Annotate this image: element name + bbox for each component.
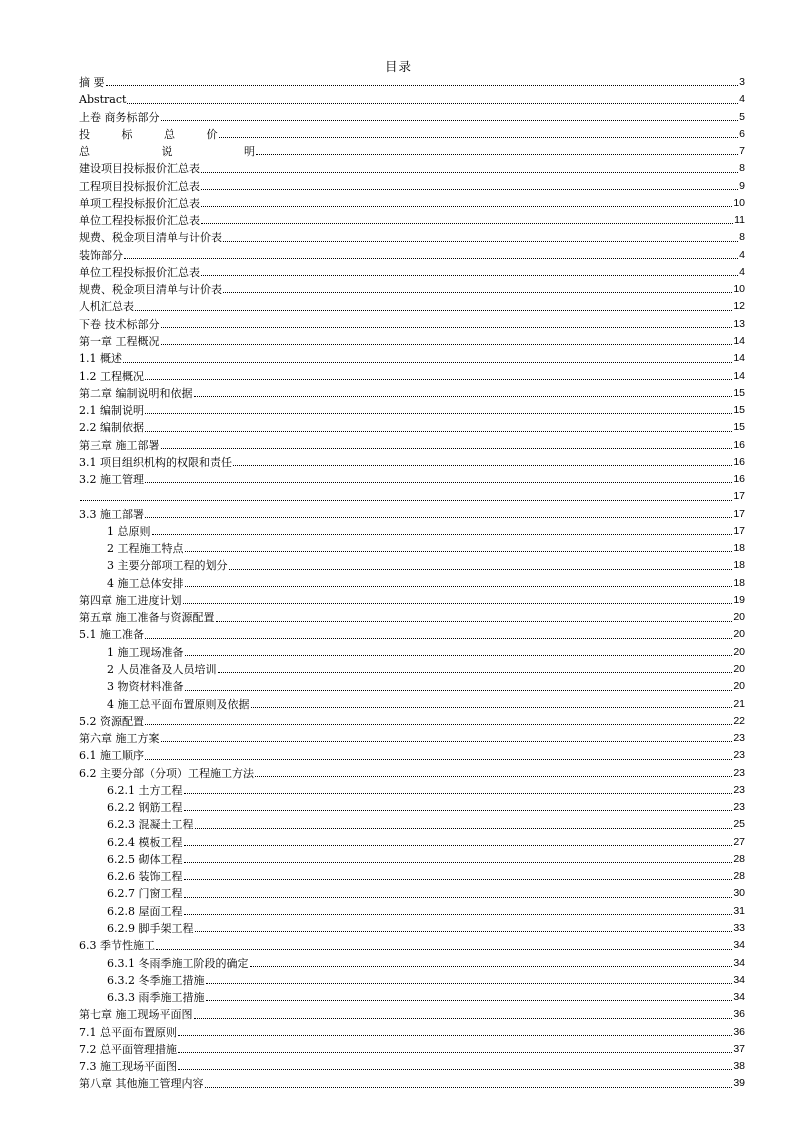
toc-entry-label: 7.1 总平面布置原则 bbox=[79, 1025, 177, 1039]
dot-leader bbox=[201, 264, 738, 281]
dot-leader bbox=[184, 851, 733, 868]
toc-entry-label: 5.2 资源配置 bbox=[79, 714, 144, 728]
toc-entry-page: 20 bbox=[733, 628, 745, 641]
dot-leader bbox=[185, 644, 733, 661]
dot-leader bbox=[218, 661, 733, 678]
toc-entry[interactable] bbox=[79, 316, 745, 333]
toc-entry-page: 14 bbox=[733, 352, 745, 365]
toc-entry-page: 36 bbox=[733, 1025, 745, 1038]
toc-entry-page: 34 bbox=[733, 956, 745, 969]
toc-entry[interactable] bbox=[79, 333, 745, 350]
toc-entry-label: 3.3 施工部署 bbox=[79, 507, 144, 521]
dot-leader bbox=[205, 1075, 733, 1092]
dot-leader bbox=[184, 799, 733, 816]
dot-leader bbox=[161, 109, 739, 126]
toc-entry-page: 16 bbox=[733, 438, 745, 451]
toc-entry[interactable] bbox=[79, 575, 745, 592]
toc-entry[interactable] bbox=[79, 91, 745, 108]
toc-entry[interactable] bbox=[79, 298, 745, 315]
toc-entry-page: 12 bbox=[733, 300, 745, 313]
toc-entry[interactable] bbox=[79, 644, 745, 661]
toc-entry-label: 7.3 施工现场平面图 bbox=[79, 1060, 177, 1074]
toc-entry-page: 6 bbox=[739, 127, 745, 140]
toc-entry[interactable] bbox=[79, 989, 745, 1006]
toc-entry[interactable] bbox=[79, 851, 745, 868]
dot-leader bbox=[206, 972, 733, 989]
toc-entry[interactable] bbox=[79, 368, 745, 385]
toc-entry-page: 36 bbox=[733, 1008, 745, 1021]
toc-entry[interactable] bbox=[79, 937, 745, 954]
dot-leader bbox=[185, 540, 733, 557]
toc-entry[interactable] bbox=[79, 264, 745, 281]
dot-leader bbox=[233, 454, 732, 471]
dot-leader bbox=[178, 1041, 732, 1058]
toc-entry-label: 上卷 商务标部分 bbox=[79, 110, 160, 124]
dot-leader bbox=[201, 195, 732, 212]
toc-entry-label: 6.2.1 土方工程 bbox=[107, 783, 183, 797]
toc-entry-label: 6.3.1 冬雨季施工阶段的确定 bbox=[107, 956, 249, 970]
toc-entry[interactable] bbox=[79, 1006, 745, 1023]
dot-leader bbox=[219, 126, 739, 143]
toc-entry-label: 第六章 施工方案 bbox=[79, 732, 160, 746]
dot-leader bbox=[145, 419, 732, 436]
dot-leader bbox=[184, 903, 733, 920]
dot-leader bbox=[185, 678, 733, 695]
toc-entry-page: 18 bbox=[733, 542, 745, 555]
toc-entry[interactable] bbox=[79, 247, 745, 264]
dot-leader bbox=[145, 627, 732, 644]
dot-leader bbox=[184, 868, 733, 885]
toc-entry[interactable] bbox=[79, 557, 745, 574]
toc-entry-label: 单项工程投标报价汇总表 bbox=[79, 196, 200, 210]
toc-entry-page: 8 bbox=[739, 162, 745, 175]
toc-entry-page: 28 bbox=[733, 852, 745, 865]
dot-leader bbox=[152, 523, 733, 540]
toc-entry-label: 5.1 施工准备 bbox=[79, 628, 144, 642]
toc-entry-page: 15 bbox=[733, 386, 745, 399]
dot-leader bbox=[106, 74, 739, 91]
dot-leader bbox=[216, 609, 733, 626]
toc-entry-label: 2 工程施工特点 bbox=[107, 542, 184, 556]
dot-leader bbox=[201, 160, 738, 177]
dot-leader bbox=[223, 281, 732, 298]
toc-entry-page: 22 bbox=[733, 714, 745, 727]
toc-entry-label: 6.1 施工顺序 bbox=[79, 749, 144, 763]
toc-entry-label: 2.2 编制依据 bbox=[79, 421, 144, 435]
toc-entry-page: 10 bbox=[733, 196, 745, 209]
dot-leader bbox=[206, 989, 733, 1006]
toc-entry-page: 14 bbox=[733, 369, 745, 382]
toc-entry[interactable] bbox=[79, 506, 745, 523]
toc-entry-label: 规费、税金项目清单与计价表 bbox=[79, 231, 222, 245]
dot-leader bbox=[184, 885, 733, 902]
toc-entry[interactable] bbox=[79, 885, 745, 902]
toc-entry-label: 3.2 施工管理 bbox=[79, 473, 144, 487]
toc-entry-page: 27 bbox=[733, 835, 745, 848]
toc-entry[interactable] bbox=[79, 212, 745, 229]
toc-entry[interactable] bbox=[79, 627, 745, 644]
toc-entry[interactable] bbox=[79, 747, 745, 764]
dot-leader bbox=[201, 178, 738, 195]
toc-title: 目录 bbox=[384, 59, 412, 74]
dot-leader bbox=[145, 402, 732, 419]
toc-entry-label: 6.2.7 门窗工程 bbox=[107, 887, 183, 901]
toc-entry-label: 6.2.4 模板工程 bbox=[107, 835, 183, 849]
toc-entry-label: 人机汇总表 bbox=[79, 300, 134, 314]
dot-leader bbox=[195, 920, 733, 937]
toc-entry[interactable] bbox=[79, 523, 745, 540]
dot-leader bbox=[161, 730, 733, 747]
toc-entry-page: 18 bbox=[733, 559, 745, 572]
toc-entry-page: 21 bbox=[733, 697, 745, 710]
toc-entry[interactable] bbox=[79, 454, 745, 471]
toc-entry[interactable] bbox=[79, 678, 745, 695]
toc-entry-page: 23 bbox=[733, 766, 745, 779]
toc-entry[interactable] bbox=[79, 765, 745, 782]
dot-leader bbox=[194, 1006, 733, 1023]
toc-entry-label: Abstract bbox=[79, 93, 127, 107]
dot-leader bbox=[124, 247, 738, 264]
toc-entry[interactable] bbox=[79, 868, 745, 885]
toc-entry-page: 34 bbox=[733, 939, 745, 952]
toc-entry-page: 4 bbox=[739, 265, 745, 278]
toc-entry-page: 13 bbox=[733, 317, 745, 330]
toc-entry-label: 建设项目投标报价汇总表 bbox=[79, 162, 200, 176]
toc-entry-page: 9 bbox=[739, 179, 745, 192]
dot-leader bbox=[229, 557, 733, 574]
toc-entry-page: 23 bbox=[733, 783, 745, 796]
toc-entry-page: 5 bbox=[739, 110, 745, 123]
toc-entry-page: 18 bbox=[733, 576, 745, 589]
dot-leader bbox=[223, 229, 738, 246]
toc-entry-page: 39 bbox=[733, 1077, 745, 1090]
dot-leader bbox=[178, 1058, 732, 1075]
toc-entry-page: 31 bbox=[733, 904, 745, 917]
toc-entry[interactable] bbox=[79, 402, 745, 419]
toc-entry[interactable] bbox=[79, 229, 745, 246]
toc-entry-label: 投 标 总 价 bbox=[79, 127, 218, 141]
toc-entry-page: 23 bbox=[733, 732, 745, 745]
toc-entry-page: 7 bbox=[739, 145, 745, 158]
toc-entry-label: 6.2.6 装饰工程 bbox=[107, 870, 183, 884]
dot-leader bbox=[135, 298, 732, 315]
toc-entry[interactable] bbox=[79, 972, 745, 989]
dot-leader bbox=[255, 765, 732, 782]
toc-entry-label: 6.2 主要分部（分项）工程施工方法 bbox=[79, 766, 254, 780]
toc-entry[interactable] bbox=[79, 782, 745, 799]
toc-entry-label: 单位工程投标报价汇总表 bbox=[79, 214, 200, 228]
toc-entry[interactable] bbox=[79, 540, 745, 557]
dot-leader bbox=[183, 592, 733, 609]
dot-leader bbox=[184, 834, 733, 851]
toc-entry-page: 33 bbox=[733, 922, 745, 934]
dot-leader bbox=[184, 782, 733, 799]
toc-entry-label: 4 施工总体安排 bbox=[107, 576, 184, 590]
toc-entry-label: 6.2.9 脚手架工程 bbox=[107, 922, 194, 935]
dot-leader bbox=[185, 575, 733, 592]
toc-entry[interactable] bbox=[79, 488, 745, 505]
toc-entry-page: 20 bbox=[733, 611, 745, 624]
toc-entry-label: 6.3.2 冬季施工措施 bbox=[107, 973, 205, 987]
toc-entry-label: 装饰部分 bbox=[79, 248, 123, 262]
toc-entry[interactable] bbox=[79, 1075, 745, 1092]
toc-entry-label: 3 物资材料准备 bbox=[107, 680, 184, 694]
toc-entry-page: 14 bbox=[733, 334, 745, 347]
dot-leader bbox=[145, 471, 732, 488]
toc-entry[interactable] bbox=[79, 799, 745, 816]
toc-entry-page: 37 bbox=[733, 1042, 745, 1055]
toc-entry-page: 11 bbox=[734, 214, 745, 227]
toc-entry-page: 19 bbox=[733, 593, 745, 606]
toc-entry[interactable] bbox=[79, 178, 745, 195]
toc-entry[interactable] bbox=[79, 1024, 745, 1041]
dot-leader bbox=[161, 333, 733, 350]
toc-entry-page: 34 bbox=[733, 991, 745, 1004]
toc-entry-label: 第一章 工程概况 bbox=[79, 334, 160, 348]
toc-entry[interactable] bbox=[79, 834, 745, 851]
toc-entry[interactable] bbox=[79, 816, 745, 833]
toc-entry-label: 第四章 施工进度计划 bbox=[79, 593, 182, 607]
dot-leader bbox=[145, 713, 732, 730]
toc-entry-label: 1.1 概述 bbox=[79, 352, 122, 366]
toc-entry-label: 第八章 其他施工管理内容 bbox=[79, 1077, 204, 1091]
toc-entry[interactable] bbox=[79, 713, 745, 730]
toc-entry-page: 17 bbox=[733, 507, 745, 520]
toc-entry-label: 第二章 编制说明和依据 bbox=[79, 386, 193, 400]
toc-entry-label: 3 主要分部项工程的划分 bbox=[107, 559, 228, 573]
toc-entry-label: 6.2.8 屋面工程 bbox=[107, 904, 183, 918]
dot-leader bbox=[145, 747, 732, 764]
dot-leader bbox=[145, 506, 732, 523]
toc-entry-page: 16 bbox=[733, 455, 745, 468]
dot-leader bbox=[194, 385, 733, 402]
dot-leader bbox=[156, 937, 732, 954]
toc-entry-label: 6.2.3 混凝土工程 bbox=[107, 818, 194, 832]
toc-entry[interactable] bbox=[79, 350, 745, 367]
toc-entry-page: 20 bbox=[733, 680, 745, 693]
toc-entry-page: 15 bbox=[733, 404, 745, 417]
toc-entry[interactable] bbox=[79, 437, 745, 454]
toc-entry-label: 规费、税金项目清单与计价表 bbox=[79, 283, 222, 297]
toc-entry[interactable] bbox=[79, 730, 745, 747]
toc-entry-label: 摘 要 bbox=[79, 75, 105, 89]
toc-entry-page: 23 bbox=[733, 749, 745, 762]
toc-entry-label: 下卷 技术标部分 bbox=[79, 317, 160, 331]
toc-entry[interactable] bbox=[79, 126, 745, 143]
dot-leader bbox=[195, 816, 733, 833]
toc-entry[interactable] bbox=[79, 955, 745, 972]
toc-entry-page: 16 bbox=[733, 473, 745, 486]
toc-entry-label: 6.2.5 砌体工程 bbox=[107, 852, 183, 866]
dot-leader bbox=[178, 1024, 732, 1041]
toc-entry-page: 4 bbox=[739, 93, 745, 106]
toc-entry[interactable] bbox=[79, 143, 745, 160]
toc-entry-page: 38 bbox=[733, 1060, 745, 1073]
toc-entry-page: 34 bbox=[733, 973, 745, 986]
dot-leader bbox=[80, 488, 732, 505]
toc-entry-page: 4 bbox=[739, 248, 745, 261]
toc-entry[interactable] bbox=[79, 1058, 745, 1075]
toc-entry[interactable] bbox=[79, 160, 745, 177]
toc-entry-label: 1.2 工程概况 bbox=[79, 369, 144, 383]
toc-entry-page: 23 bbox=[733, 801, 745, 814]
toc-entry[interactable] bbox=[79, 903, 745, 920]
dot-leader bbox=[250, 955, 733, 972]
toc-entry[interactable] bbox=[79, 471, 745, 488]
toc-entry[interactable] bbox=[79, 592, 745, 609]
dot-leader bbox=[161, 437, 733, 454]
toc-entry-label: 3.1 项目组织机构的权限和责任 bbox=[79, 455, 232, 469]
toc-entry[interactable] bbox=[79, 920, 745, 937]
table-of-contents bbox=[79, 74, 745, 1093]
toc-entry-label: 第七章 施工现场平面图 bbox=[79, 1008, 193, 1022]
toc-entry-label: 2 人员准备及人员培训 bbox=[107, 663, 217, 677]
toc-entry[interactable] bbox=[79, 661, 745, 678]
toc-entry[interactable] bbox=[79, 1041, 745, 1058]
toc-entry[interactable] bbox=[79, 195, 745, 212]
toc-entry[interactable] bbox=[79, 419, 745, 436]
dot-leader bbox=[145, 368, 732, 385]
toc-entry-label: 总 说 明 bbox=[79, 145, 255, 159]
toc-entry-label: 6.3.3 雨季施工措施 bbox=[107, 991, 205, 1005]
toc-entry-page: 17 bbox=[733, 524, 745, 537]
toc-entry-page: 20 bbox=[733, 663, 745, 676]
toc-entry-page: 10 bbox=[733, 283, 745, 296]
toc-entry-page: 8 bbox=[739, 231, 745, 244]
toc-entry-label: 7.2 总平面管理措施 bbox=[79, 1042, 177, 1056]
toc-entry[interactable] bbox=[79, 109, 745, 126]
toc-entry-label: 4 施工总平面布置原则及依据 bbox=[107, 697, 250, 711]
dot-leader bbox=[201, 212, 733, 229]
toc-entry-label: 2.1 编制说明 bbox=[79, 404, 144, 418]
dot-leader bbox=[256, 143, 738, 160]
toc-entry-page: 3 bbox=[739, 75, 745, 88]
toc-entry-label: 6.2.2 钢筋工程 bbox=[107, 801, 183, 815]
toc-entry[interactable] bbox=[79, 609, 745, 626]
toc-entry-label: 6.3 季节性施工 bbox=[79, 939, 155, 953]
toc-entry-label: 1 总原则 bbox=[107, 524, 151, 538]
toc-entry-page: 30 bbox=[733, 887, 745, 900]
toc-entry-label: 第三章 施工部署 bbox=[79, 438, 160, 452]
toc-entry-page: 28 bbox=[733, 870, 745, 883]
toc-entry-page: 20 bbox=[733, 645, 745, 658]
dot-leader bbox=[123, 350, 732, 367]
toc-entry-label: 工程项目投标报价汇总表 bbox=[79, 179, 200, 193]
dot-leader bbox=[251, 696, 733, 713]
toc-entry-label: 1 施工现场准备 bbox=[107, 645, 184, 659]
dot-leader bbox=[127, 91, 738, 108]
toc-entry-label: 单位工程投标报价汇总表 bbox=[79, 265, 200, 279]
dot-leader bbox=[161, 316, 733, 333]
toc-entry[interactable] bbox=[79, 74, 745, 91]
toc-entry[interactable] bbox=[79, 696, 745, 713]
toc-entry-label: 第五章 施工准备与资源配置 bbox=[79, 611, 215, 625]
toc-entry-page: 25 bbox=[733, 818, 745, 831]
toc-entry[interactable] bbox=[79, 281, 745, 298]
toc-entry-page: 15 bbox=[733, 421, 745, 434]
toc-entry[interactable] bbox=[79, 385, 745, 402]
toc-entry-page: 17 bbox=[733, 490, 745, 503]
